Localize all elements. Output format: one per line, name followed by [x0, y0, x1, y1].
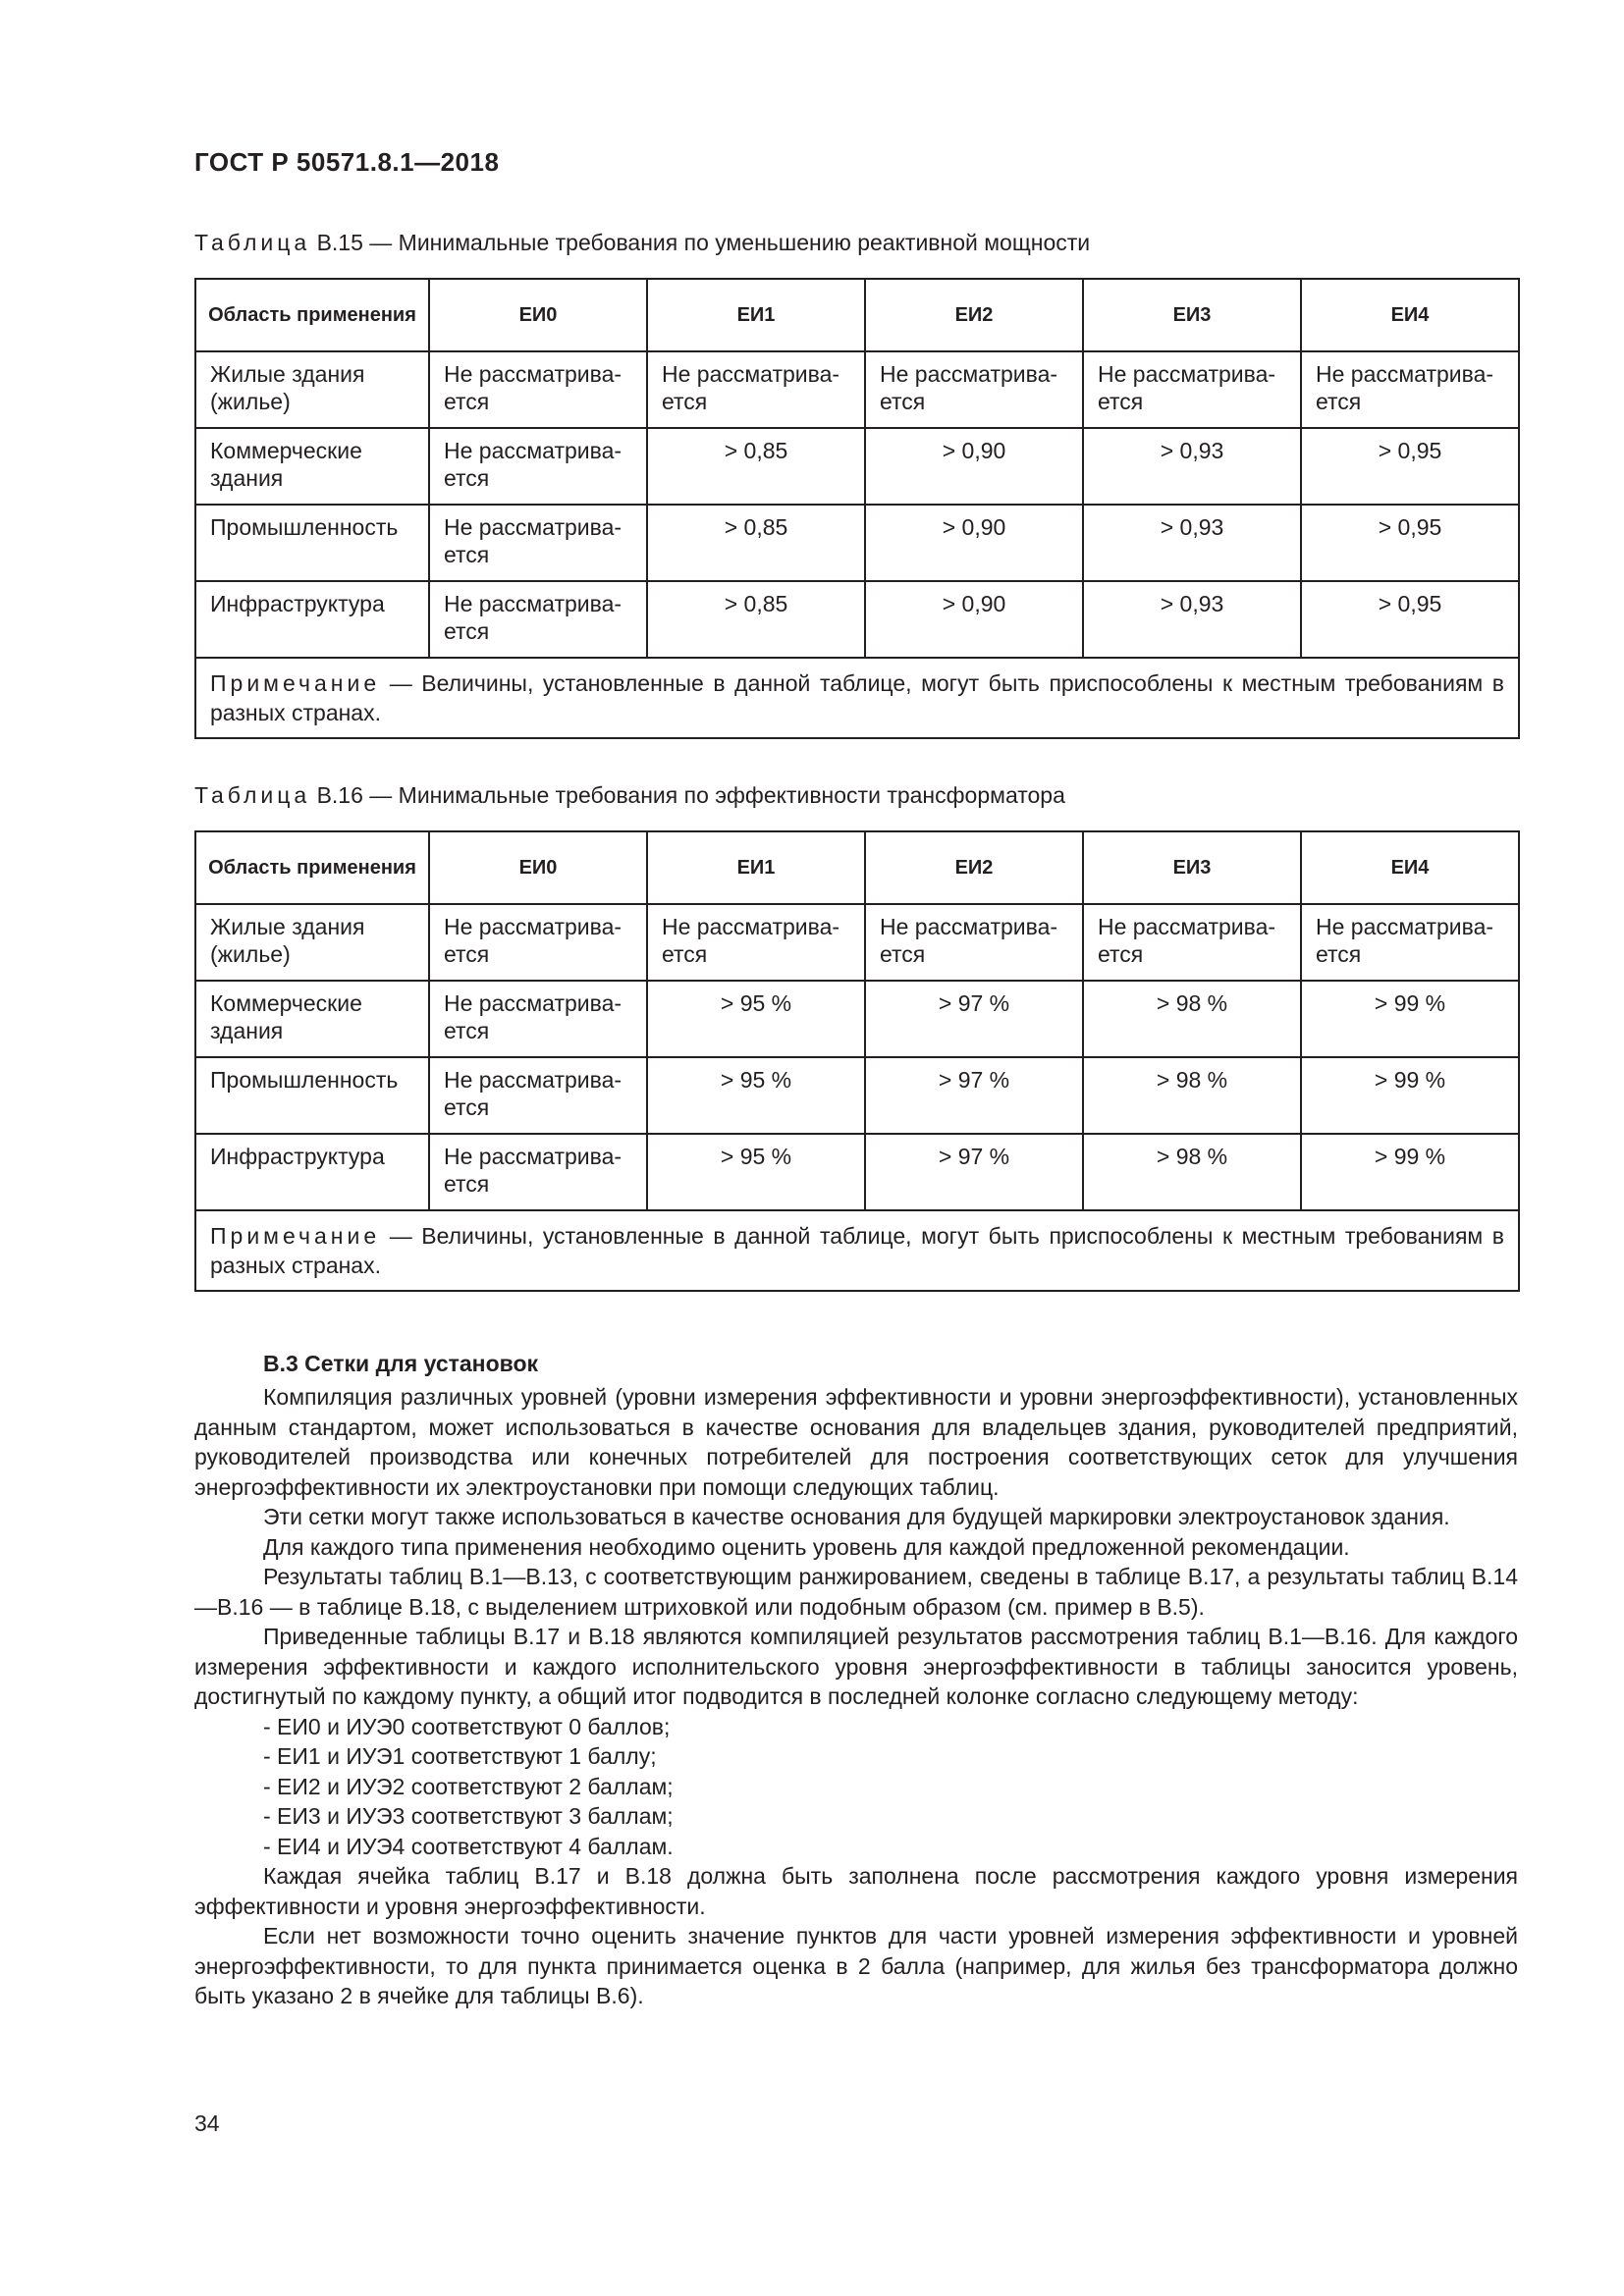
- table-cell: > 0,90: [865, 505, 1083, 581]
- table-cell: Не рассматрива-ется: [647, 904, 865, 981]
- list-item: - ЕИ3 и ИУЭ3 соответствуют 3 баллам;: [263, 1803, 674, 1829]
- table-cell: > 0,90: [865, 581, 1083, 658]
- paragraph: Эти сетки могут также использоваться в качестве основания для будущей маркировки электроустановок здания.: [263, 1504, 1450, 1529]
- paragraph: Если нет возможности точно оценить значение пунктов для части уровней измерения эффективности и уровней энергоэффективности, то для пункта принимается оценка в 2 балла (например, для жилья без трансформатора должно быть указано 2 в ячейке для таблицы В.6).: [194, 1923, 1518, 2008]
- table15-caption: [194, 228, 1090, 257]
- table-cell: > 0,95: [1301, 581, 1519, 658]
- table-cell: > 0,85: [647, 581, 865, 658]
- paragraph: Для каждого типа применения необходимо оценить уровень для каждой предложенной рекомендации.: [263, 1533, 1350, 1560]
- table15-col-header: ЕИ1: [647, 279, 865, 351]
- table-cell: > 95 %: [647, 1134, 865, 1210]
- table-cell: Не рассматрива-ется: [1083, 904, 1301, 981]
- table15-note-text: — Величины, установленные в данной таблице, могут быть приспособлены к местным требованиям в разных странах.: [210, 670, 1504, 725]
- table-row: [195, 981, 1519, 1057]
- paragraph: Результаты таблиц В.1—В.13, с соответствующим ранжированием, сведены в таблице В.17, а результаты таблиц В.14—В.16 — в таблице В.18, с выделением штриховкой или подобным образом (см. пример в В.5).: [194, 1564, 1518, 1620]
- table15-col-header: ЕИ0: [429, 279, 647, 351]
- list-item: - ЕИ1 и ИУЭ1 соответствуют 1 баллу;: [263, 1743, 657, 1769]
- table-cell: Не рассматрива-ется: [429, 505, 647, 581]
- table-cell: Не рассматрива-ется: [647, 351, 865, 428]
- table-cell: > 98 %: [1083, 1134, 1301, 1210]
- table-cell: Не рассматрива-ется: [1301, 351, 1519, 428]
- table15: [194, 278, 1520, 739]
- list-item: - ЕИ2 и ИУЭ2 соответствуют 2 баллам;: [263, 1773, 674, 1799]
- table-cell: Не рассматрива-ется: [1301, 904, 1519, 981]
- table16-col-header: ЕИ4: [1301, 831, 1519, 904]
- paragraph: Компиляция различных уровней (уровни измерения эффективности и уровни энергоэффективности), установленных данным стандартом, может использоваться в качестве основания для владельцев здания, руководителей предприятий, руководителей производства или конечных потребителей для построения соответствующих сеток для улучшения энергоэффективности их электроустановки при помощи следующих таблиц.: [194, 1384, 1518, 1500]
- table-cell: > 0,95: [1301, 428, 1519, 505]
- table-cell: > 0,93: [1083, 505, 1301, 581]
- table-row: [195, 351, 1519, 428]
- table-cell: Не рассматрива-ется: [429, 1057, 647, 1134]
- table15-col-header: ЕИ3: [1083, 279, 1301, 351]
- table-row: [195, 428, 1519, 505]
- table-cell: > 98 %: [1083, 1057, 1301, 1134]
- table-cell: Не рассматрива-ется: [429, 351, 647, 428]
- table-cell: > 95 %: [647, 1057, 865, 1134]
- table16-col-header: Область применения: [195, 831, 429, 904]
- table15-col-header: Область применения: [195, 279, 429, 351]
- table16-note: [195, 1210, 1519, 1291]
- page-number: 34: [194, 2110, 220, 2136]
- table-cell: Не рассматрива-ется: [429, 904, 647, 981]
- table-cell: > 99 %: [1301, 1134, 1519, 1210]
- table16-header-row: [195, 831, 1519, 904]
- table16-caption-text: В.16 — Минимальные требования по эффективности трансформатора: [310, 782, 1065, 808]
- list-item: - ЕИ0 и ИУЭ0 соответствуют 0 баллов;: [263, 1713, 671, 1739]
- table-row: [195, 581, 1519, 658]
- table-cell: Не рассматрива-ется: [429, 581, 647, 658]
- table-cell: Промышленность: [195, 1057, 429, 1134]
- table-cell: > 0,93: [1083, 428, 1301, 505]
- section-b3: [194, 1347, 1518, 2011]
- paragraph: Каждая ячейка таблиц В.17 и В.18 должна быть заполнена после рассмотрения каждого уровня измерения эффективности и уровня энергоэффективности.: [194, 1863, 1518, 1919]
- table15-note-head: Примечание: [210, 670, 381, 696]
- table16-col-header: ЕИ3: [1083, 831, 1301, 904]
- table15-col-header: ЕИ4: [1301, 279, 1519, 351]
- table-cell: Жилые здания (жилье): [195, 904, 429, 981]
- table-cell: > 0,95: [1301, 505, 1519, 581]
- table-row: [195, 1057, 1519, 1134]
- table-cell: Не рассматрива-ется: [429, 1134, 647, 1210]
- table-cell: > 97 %: [865, 1057, 1083, 1134]
- table16-caption-prefix: Таблица: [194, 782, 311, 808]
- table-cell: > 97 %: [865, 981, 1083, 1057]
- table16-note-row: [195, 1210, 1519, 1291]
- table-cell: Коммерческие здания: [195, 428, 429, 505]
- table-cell: > 99 %: [1301, 1057, 1519, 1134]
- table-cell: Инфраструктура: [195, 1134, 429, 1210]
- table-cell: Жилые здания (жилье): [195, 351, 429, 428]
- table16-note-text: — Величины, установленные в данной таблице, могут быть приспособлены к местным требованиям в разных странах.: [210, 1223, 1504, 1278]
- table-cell: Не рассматрива-ется: [865, 904, 1083, 981]
- section-title: В.3 Сетки для установок: [263, 1351, 539, 1376]
- table-row: [195, 505, 1519, 581]
- table-cell: Не рассматрива-ется: [1083, 351, 1301, 428]
- table-cell: > 98 %: [1083, 981, 1301, 1057]
- table-row: [195, 904, 1519, 981]
- table-row: [195, 1134, 1519, 1210]
- list-item: - ЕИ4 и ИУЭ4 соответствуют 4 баллам.: [263, 1833, 674, 1859]
- table-cell: > 0,90: [865, 428, 1083, 505]
- table-cell: > 0,93: [1083, 581, 1301, 658]
- table-cell: Не рассматрива-ется: [429, 981, 647, 1057]
- document-header: ГОСТ Р 50571.8.1—2018: [194, 147, 500, 177]
- table15-note: [195, 658, 1519, 738]
- table-cell: Не рассматрива-ется: [865, 351, 1083, 428]
- table16-caption: [194, 780, 1065, 810]
- table-cell: Промышленность: [195, 505, 429, 581]
- table15-caption-prefix: Таблица: [194, 230, 311, 255]
- table16: [194, 830, 1520, 1292]
- table-cell: Не рассматрива-ется: [429, 428, 647, 505]
- table-cell: > 0,85: [647, 505, 865, 581]
- table15-note-row: [195, 658, 1519, 738]
- table-cell: > 0,85: [647, 428, 865, 505]
- paragraph: Приведенные таблицы В.17 и В.18 являются компиляцией результатов рассмотрения таблиц В.1—В.16. Для каждого измерения эффективности и каждого исполнительского уровня энергоэффективности в таблицы заносится уровень, достигнутый по каждому пункту, а общий итог подводится в последней колонке согласно следующему методу:: [194, 1624, 1518, 1709]
- table-cell: Коммерческие здания: [195, 981, 429, 1057]
- table15-caption-text: В.15 — Минимальные требования по уменьшению реактивной мощности: [310, 230, 1091, 255]
- table16-col-header: ЕИ2: [865, 831, 1083, 904]
- table-cell: > 99 %: [1301, 981, 1519, 1057]
- table-cell: > 95 %: [647, 981, 865, 1057]
- table15-col-header: ЕИ2: [865, 279, 1083, 351]
- table16-col-header: ЕИ1: [647, 831, 865, 904]
- table-cell: > 97 %: [865, 1134, 1083, 1210]
- table-cell: Инфраструктура: [195, 581, 429, 658]
- table16-note-head: Примечание: [210, 1223, 381, 1249]
- table16-col-header: ЕИ0: [429, 831, 647, 904]
- table15-header-row: [195, 279, 1519, 351]
